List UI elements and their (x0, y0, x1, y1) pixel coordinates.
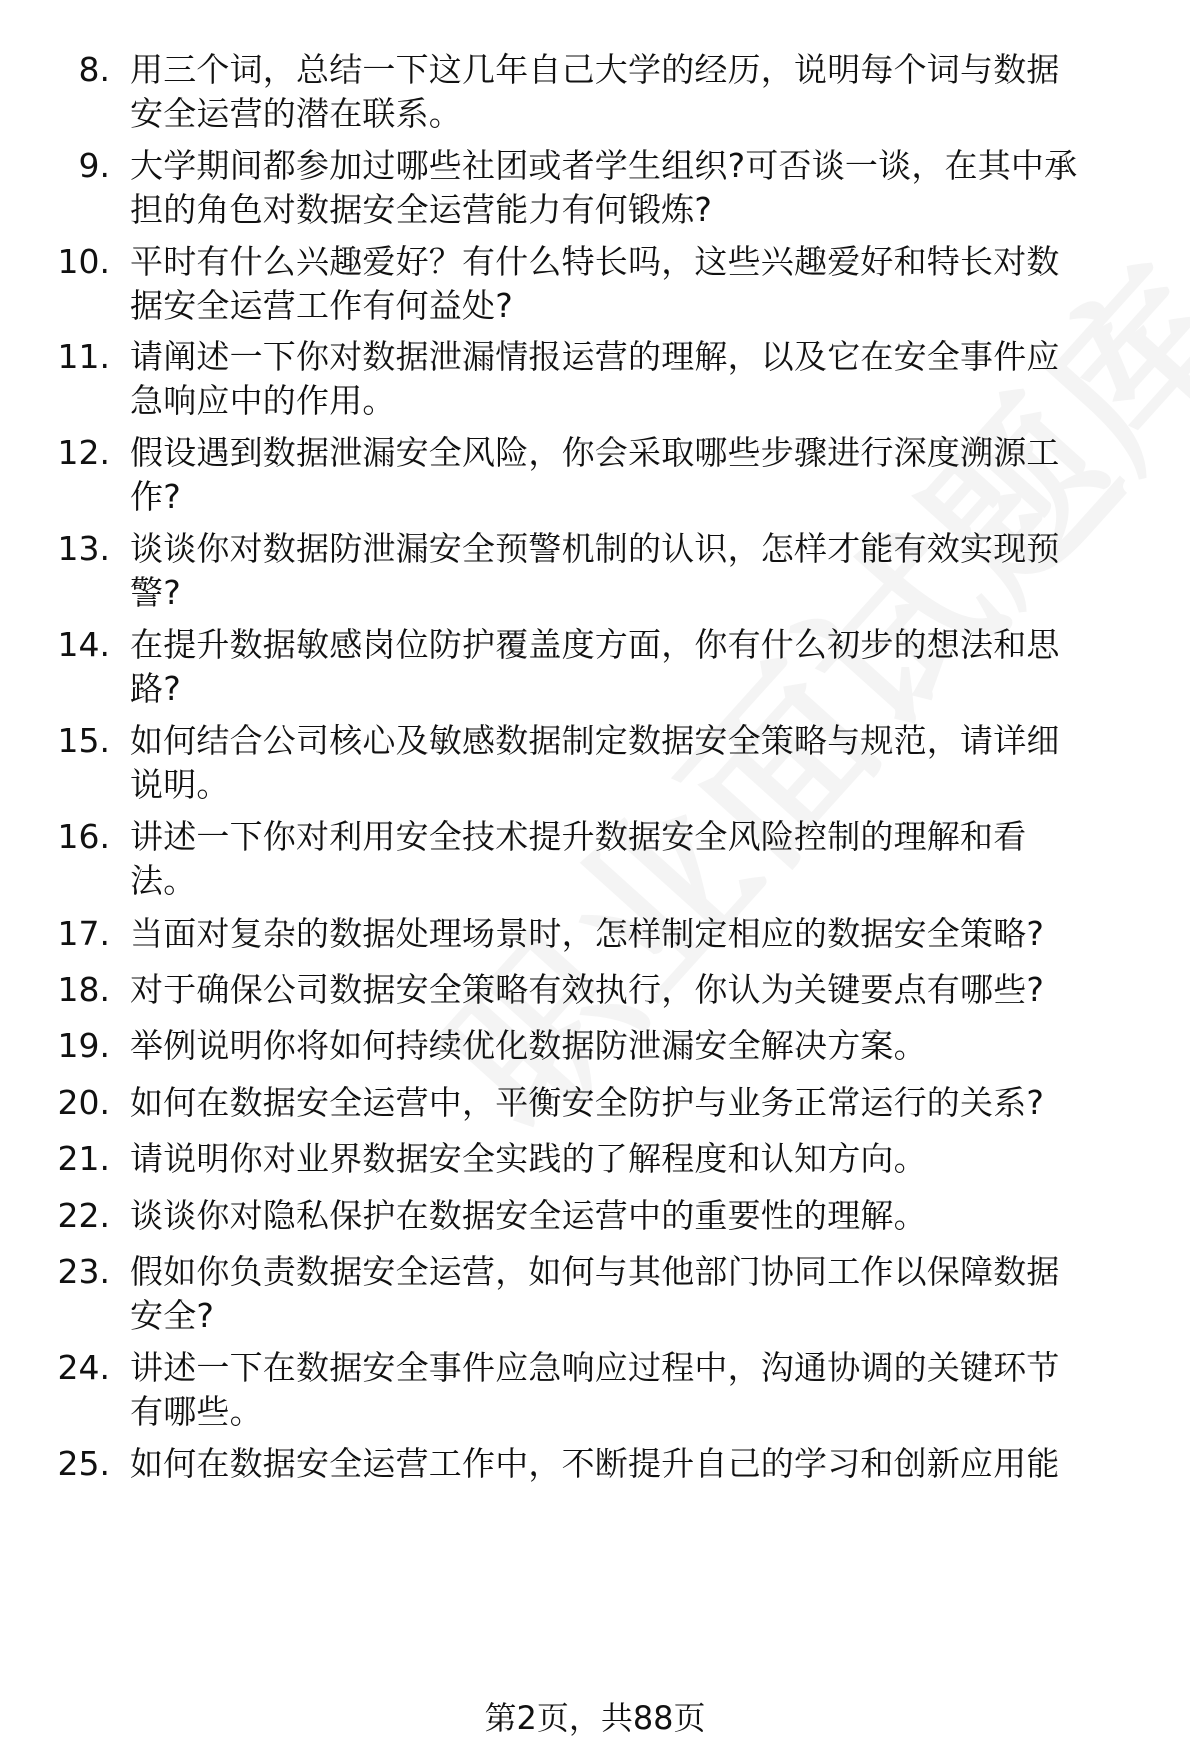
question-text (130, 1194, 1160, 1238)
question-text-line: 请说明你对业界数据安全实践的了解程度和认知方向。 (130, 1139, 927, 1178)
question-text (130, 912, 1160, 956)
question-text-line: 假如你负责数据安全运营，如何与其他部门协同工作以保障数据 (130, 1252, 1060, 1291)
question-number: 8. (78, 50, 110, 89)
question-number: 13. (57, 529, 110, 568)
question-text-line: 担的角色对数据安全运营能力有何锻炼? (130, 190, 713, 229)
question-text (130, 1250, 1160, 1338)
question-text (130, 48, 1160, 136)
question-number: 15. (57, 721, 110, 760)
question-text-line: 作? (130, 477, 181, 516)
question-text-line: 讲述一下在数据安全事件应急响应过程中，沟通协调的关键环节 (130, 1348, 1060, 1387)
question-number: 21. (57, 1139, 110, 1178)
question-text-line: 法。 (130, 861, 197, 900)
question-text (130, 240, 1160, 328)
question-text-line: 如何结合公司核心及敏感数据制定数据安全策略与规范，请详细 (130, 721, 1060, 760)
question-text (130, 719, 1160, 807)
question-number: 23. (57, 1252, 110, 1291)
question-number: 14. (57, 625, 110, 664)
question-text-line: 谈谈你对隐私保护在数据安全运营中的重要性的理解。 (130, 1196, 927, 1235)
question-text (130, 1442, 1160, 1486)
question-text-line: 假设遇到数据泄漏安全风险，你会采取哪些步骤进行深度溯源工 (130, 433, 1060, 472)
page-footer: 第2页，共88页 (484, 1699, 706, 1737)
question-text (130, 527, 1160, 615)
question-text-line: 讲述一下你对利用安全技术提升数据安全风险控制的理解和看 (130, 817, 1027, 856)
question-number: 25. (57, 1444, 110, 1483)
question-text (130, 623, 1160, 711)
question-text (130, 1346, 1160, 1434)
question-number: 10. (57, 242, 110, 281)
question-text-line: 请阐述一下你对数据泄漏情报运营的理解，以及它在安全事件应 (130, 337, 1060, 376)
question-text (130, 335, 1160, 423)
question-text (130, 815, 1160, 903)
question-text-line: 急响应中的作用。 (130, 381, 396, 420)
question-text-line: 用三个词，总结一下这几年自己大学的经历，说明每个词与数据 (130, 50, 1060, 89)
question-text-line: 平时有什么兴趣爱好？有什么特长吗，这些兴趣爱好和特长对数 (130, 242, 1060, 281)
question-number: 9. (78, 146, 110, 185)
question-number: 12. (57, 433, 110, 472)
question-number: 22. (57, 1196, 110, 1235)
question-text (130, 1024, 1160, 1068)
question-text-line: 安全运营的潜在联系。 (130, 94, 462, 133)
question-number: 16. (57, 817, 110, 856)
question-text-line: 对于确保公司数据安全策略有效执行，你认为关键要点有哪些? (130, 970, 1045, 1009)
question-text (130, 968, 1160, 1012)
question-text-line: 有哪些。 (130, 1392, 263, 1431)
question-text (130, 431, 1160, 519)
question-number: 17. (57, 914, 110, 953)
question-number: 24. (57, 1348, 110, 1387)
question-text (130, 144, 1160, 232)
question-text (130, 1081, 1160, 1125)
question-number: 19. (57, 1026, 110, 1065)
question-number: 18. (57, 970, 110, 1009)
question-text-line: 警? (130, 573, 181, 612)
question-text-line: 安全? (130, 1296, 215, 1335)
question-text-line: 当面对复杂的数据处理场景时，怎样制定相应的数据安全策略? (130, 914, 1045, 953)
question-text-line: 举例说明你将如何持续优化数据防泄漏安全解决方案。 (130, 1026, 927, 1065)
question-text-line: 说明。 (130, 765, 230, 804)
question-text-line: 据安全运营工作有何益处? (130, 286, 513, 325)
question-text-line: 如何在数据安全运营工作中，不断提升自己的学习和创新应用能 (130, 1444, 1060, 1483)
question-text-line: 大学期间都参加过哪些社团或者学生组织?可否谈一谈，在其中承 (130, 146, 1078, 185)
question-text-line: 谈谈你对数据防泄漏安全预警机制的认识，怎样才能有效实现预 (130, 529, 1060, 568)
question-number: 11. (57, 337, 110, 376)
question-text-line: 如何在数据安全运营中，平衡安全防护与业务正常运行的关系? (130, 1083, 1045, 1122)
question-text (130, 1137, 1160, 1181)
question-text-line: 在提升数据敏感岗位防护覆盖度方面，你有什么初步的想法和思 (130, 625, 1060, 664)
question-text-line: 路? (130, 669, 181, 708)
question-number: 20. (57, 1083, 110, 1122)
